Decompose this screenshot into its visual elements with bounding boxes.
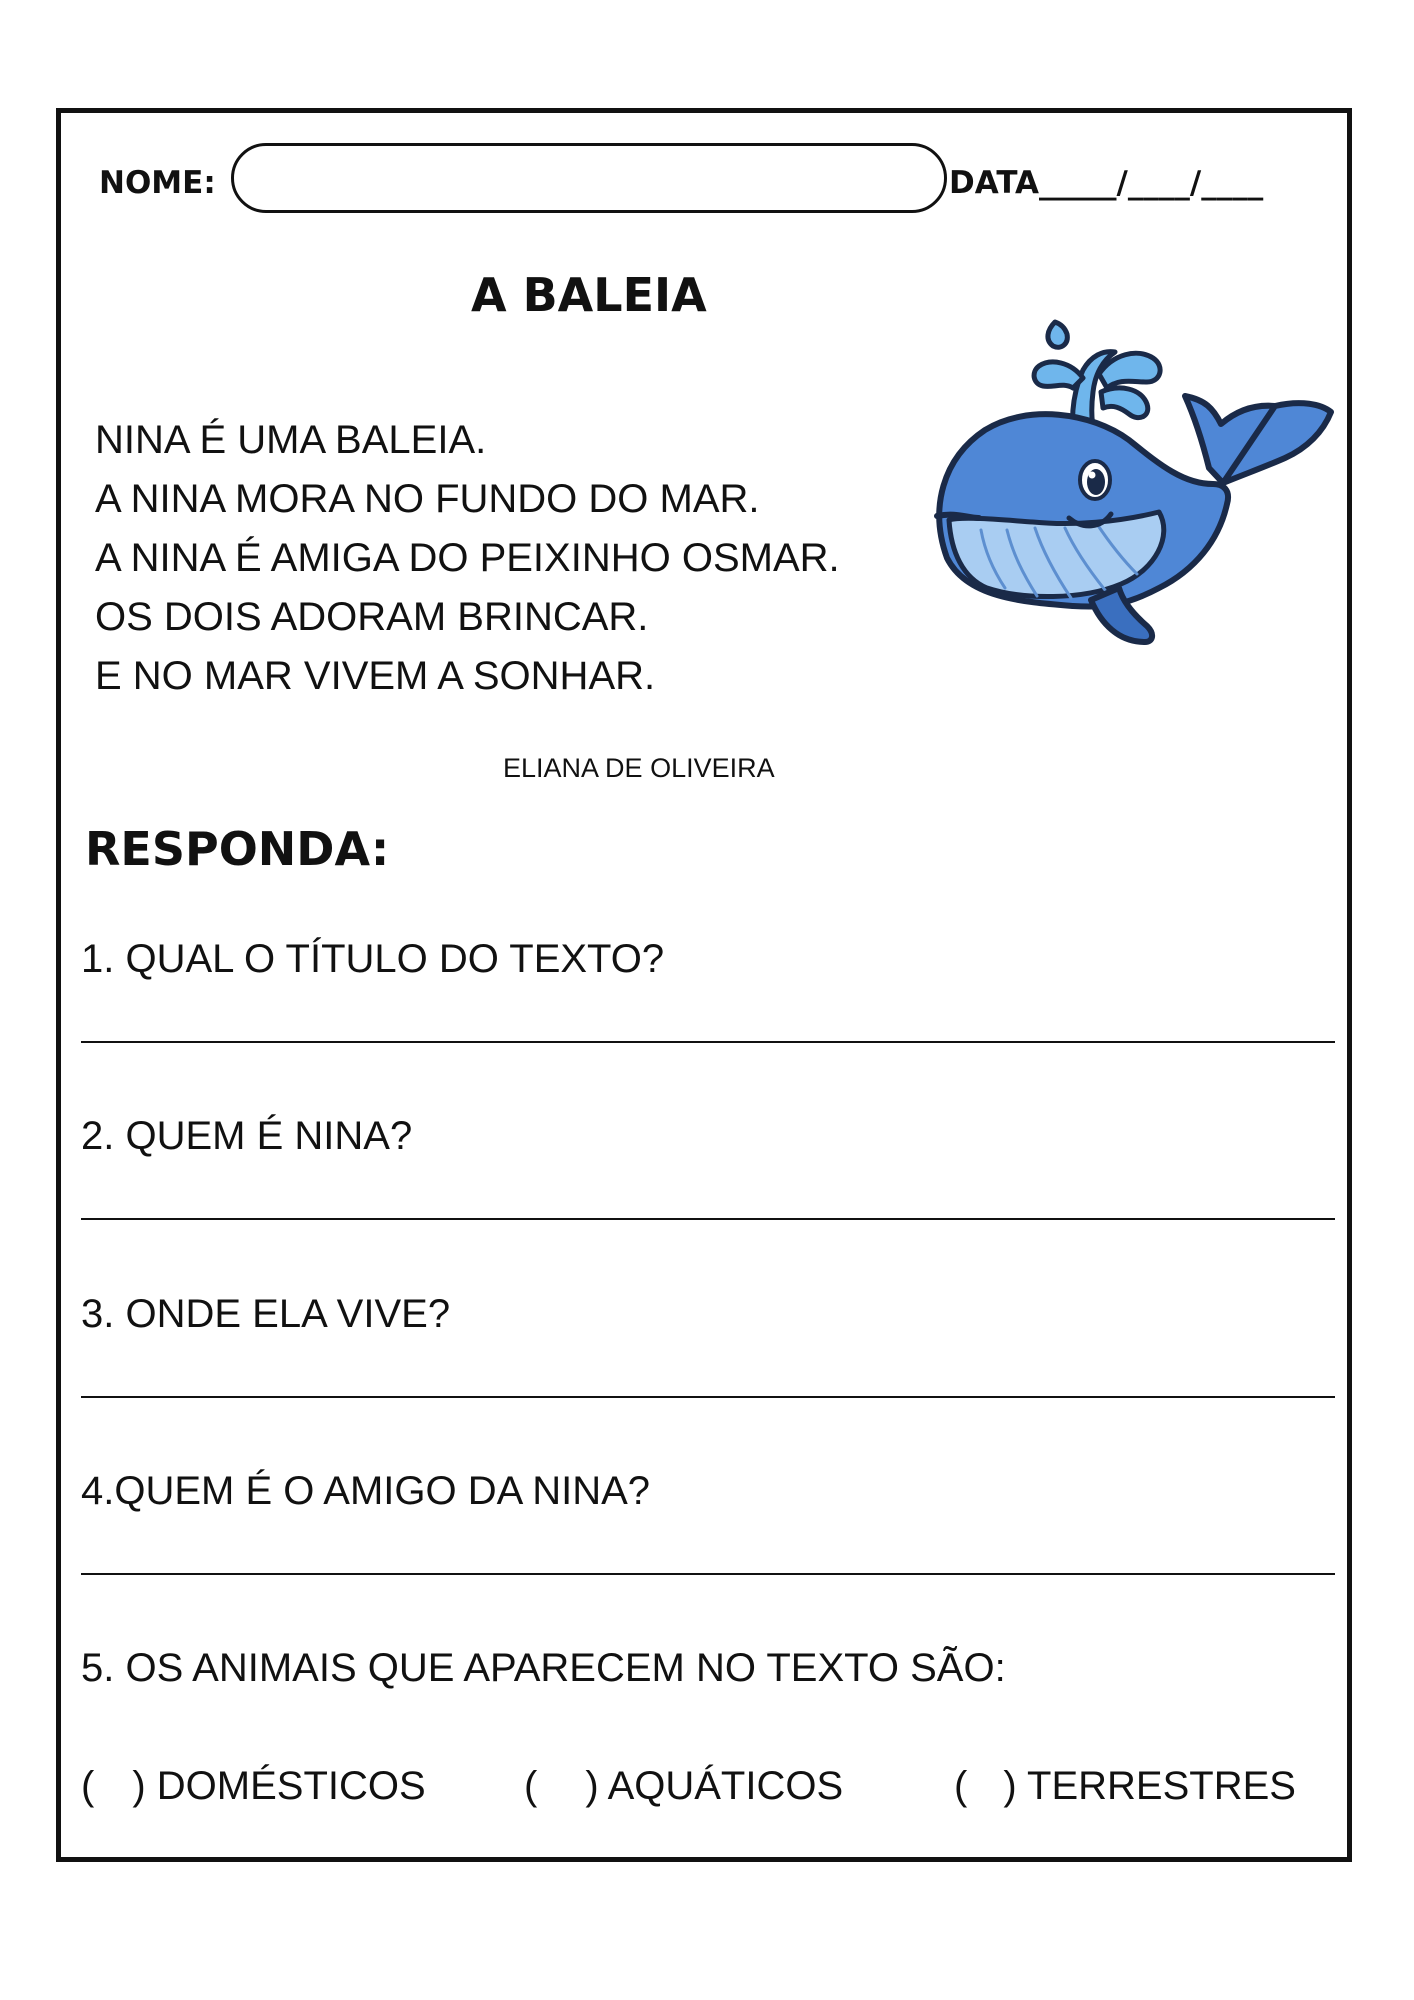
question-3: 3. ONDE ELA VIVE? <box>81 1292 451 1336</box>
checkbox-open-paren[interactable]: ( <box>954 1764 968 1808</box>
story-line: OS DOIS ADORAM BRINCAR. <box>95 595 649 639</box>
option-label: TERRESTRES <box>1027 1764 1296 1808</box>
option-domesticos[interactable] <box>81 1764 426 1809</box>
checkbox-close-paren[interactable]: ) <box>585 1764 599 1808</box>
date-field[interactable]: DATA_____/____/____ <box>949 165 1264 201</box>
answer-line-3[interactable] <box>81 1396 1335 1398</box>
option-label: AQUÁTICOS <box>607 1764 844 1808</box>
exercise-heading: RESPONDA: <box>85 822 390 876</box>
story-text <box>95 411 840 706</box>
story-line: A NINA MORA NO FUNDO DO MAR. <box>95 477 760 521</box>
name-label: NOME: <box>99 165 216 201</box>
story-line: A NINA É AMIGA DO PEIXINHO OSMAR. <box>95 536 840 580</box>
story-line: E NO MAR VIVEM A SONHAR. <box>95 654 656 698</box>
checkbox-close-paren[interactable]: ) <box>1003 1764 1017 1808</box>
answer-line-2[interactable] <box>81 1218 1335 1220</box>
checkbox-open-paren[interactable]: ( <box>524 1764 538 1808</box>
question-4: 4.QUEM É O AMIGO DA NINA? <box>81 1469 651 1513</box>
story-author: ELIANA DE OLIVEIRA <box>503 753 775 783</box>
name-input[interactable] <box>231 143 947 213</box>
option-label: DOMÉSTICOS <box>156 1764 426 1808</box>
question-1: 1. QUAL O TÍTULO DO TEXTO? <box>81 937 665 981</box>
answer-line-1[interactable] <box>81 1041 1335 1043</box>
story-line: NINA É UMA BALEIA. <box>95 418 487 462</box>
checkbox-close-paren[interactable]: ) <box>132 1764 146 1808</box>
checkbox-open-paren[interactable]: ( <box>81 1764 95 1808</box>
option-aquaticos[interactable] <box>524 1764 843 1809</box>
answer-line-4[interactable] <box>81 1573 1335 1575</box>
question-5: 5. OS ANIMAIS QUE APARECEM NO TEXTO SÃO: <box>81 1646 1006 1690</box>
worksheet-frame <box>56 108 1352 1862</box>
whale-illustration-icon <box>923 308 1343 668</box>
story-title: A BALEIA <box>471 268 707 322</box>
question-2: 2. QUEM É NINA? <box>81 1114 413 1158</box>
option-terrestres[interactable] <box>954 1764 1296 1809</box>
